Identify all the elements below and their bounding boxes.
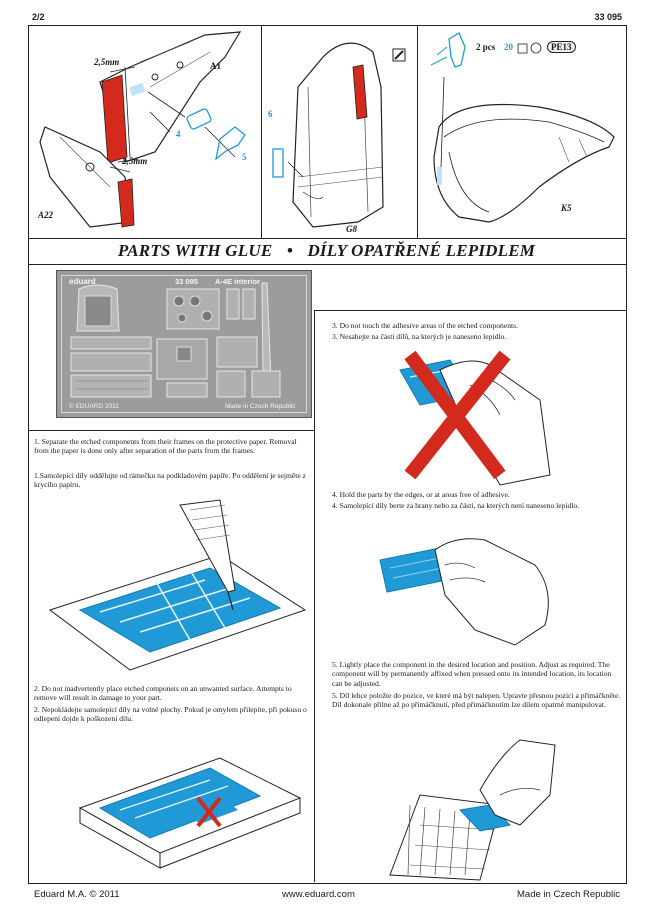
quantity-text: 2 pcs	[476, 42, 496, 52]
step1-czech: 1.Samolepící díly oddělujte od rámečku na podkladovém papíře. Po oddělení je sejměte z krycího papíru.	[34, 471, 307, 490]
fret-parts	[57, 271, 311, 417]
part-label-g8: G8	[346, 224, 357, 234]
step2-illustration	[70, 738, 310, 878]
title-czech: DÍLY OPATŘENÉ LEPIDLEM	[307, 241, 536, 260]
wing-illustration	[30, 27, 260, 237]
divider-top-1	[261, 25, 262, 238]
step5-english: 5. Lightly place the component in the desired location and position. Adjust as required. The component will by permanently affixed when pressed onto its intended location, its location can be adjusted.	[332, 660, 612, 688]
fret-copyright: © EDUARD 2011	[69, 403, 119, 410]
fret-photo	[56, 270, 312, 418]
step4-english: 4. Hold the parts by the edges, or at areas free of adhesive.	[332, 490, 510, 499]
step1-illustration	[40, 500, 310, 680]
fret-brand: eduard	[69, 277, 96, 286]
part-label-a1: A1	[210, 61, 221, 71]
pe-tag: PE13	[547, 41, 576, 53]
footer-copyright: Eduard M.A. © 2011	[34, 889, 120, 900]
divider-title-bottom	[28, 264, 626, 265]
divider-title-top	[28, 238, 626, 239]
divider-right-box	[314, 310, 626, 311]
step5-illustration	[380, 735, 615, 880]
bulkhead-illustration	[263, 27, 416, 237]
step-label-4: 4	[176, 129, 181, 139]
step3-czech: 3. Nesahejte na části dílů, na kterých je naneseno lepidlo.	[332, 332, 507, 341]
step4-czech: 4. Samolepící díly berte za hrany nebo za části, na kterých není naneseno lepidlo.	[332, 501, 580, 510]
seat-tub-illustration	[419, 27, 624, 237]
divider-center	[314, 310, 315, 882]
footer-website[interactable]: www.eduard.com	[282, 889, 355, 900]
divider-top-2	[417, 25, 418, 238]
step4-illustration	[375, 520, 595, 650]
section-title	[28, 241, 625, 261]
step-label-5: 5	[242, 152, 247, 162]
fret-code: 33 095	[175, 277, 198, 286]
dimension-label-upper: 2,5mm	[94, 57, 120, 67]
step2-english: 2. Do not inadvertently place etched componets on an unwanted surface. Attempts to remove will result in damage to your part.	[34, 684, 292, 703]
title-bullet: •	[286, 241, 293, 260]
footer-made-in: Made in Czech Republic	[517, 889, 620, 900]
part-label-k5: K5	[561, 203, 572, 213]
kit-code: 33 095	[594, 12, 622, 22]
divider-left-box	[28, 430, 314, 431]
page-number: 2/2	[32, 12, 45, 22]
fret-made-in: Made in Czech Republic	[225, 403, 296, 410]
part-label-a22: A22	[38, 210, 54, 220]
step2-czech: 2. Nepokládejte samolepící díly na volné plochy. Pokud je omylem přilepíte, při pokusu o odlepení dojde k poškození dílu.	[34, 705, 307, 724]
fret-name: A-4E interior	[215, 277, 261, 286]
title-english: PARTS WITH GLUE	[117, 241, 273, 260]
step3-illustration	[380, 345, 600, 485]
dimension-label-lower: 2,5mm	[122, 156, 148, 166]
quantity-number: 20	[504, 42, 513, 52]
step5-czech: 5. Díl lehce položte do pozice, ve které má být nalepen. Upravte přesnou pozici a přimáčkněte. Díl dokonale přilne až po přimáčknutí, před přimáčknutím lze dílem opatrně manipulovat.	[332, 691, 621, 710]
step-label-6: 6	[268, 109, 273, 119]
step1-english: 1. Separate the etched components from their frames on the protective paper. Removal from the paper is done only after separation of the parts from the frames.	[34, 437, 297, 456]
step3-english: 3. Do not touch the adhesive areas of the etched components.	[332, 321, 518, 330]
